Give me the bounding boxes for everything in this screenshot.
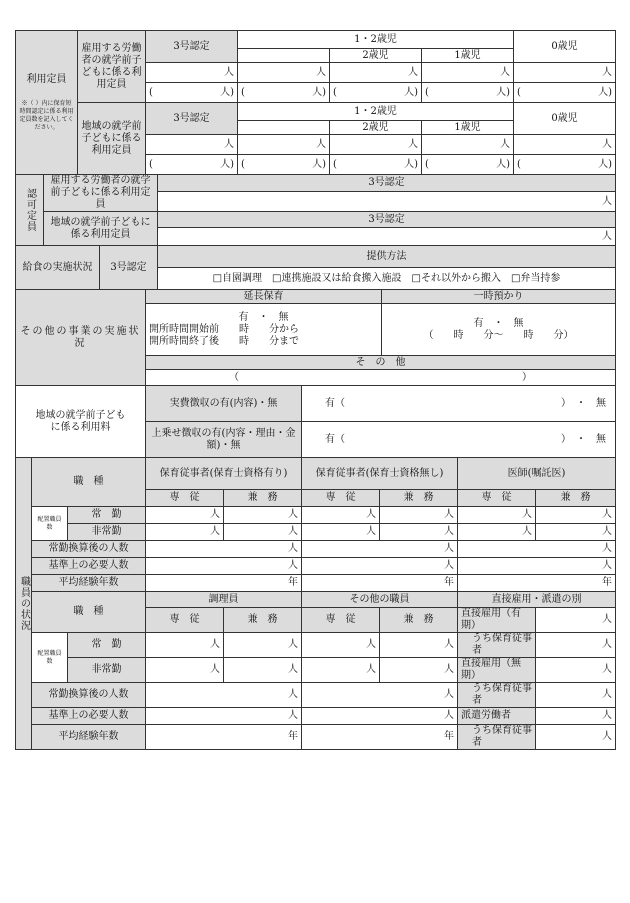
riyou-cell[interactable]: 人 (514, 63, 616, 83)
riyou-teiin-table (15, 30, 616, 175)
riyou-cell[interactable]: 人 (146, 135, 238, 155)
riyou-title-cell (16, 31, 78, 175)
nintei-3go-header: 3号認定 (158, 175, 616, 192)
staff-cell[interactable]: 年 (458, 575, 616, 592)
staff-cell[interactable]: 年 (146, 575, 302, 592)
riyou-short-cell[interactable]: ( 人) (330, 155, 422, 175)
staff-cell[interactable]: 人 (380, 507, 458, 524)
riyou-cell[interactable]: 人 (238, 135, 330, 155)
kyushoku-title: 給食の実施状況 (16, 246, 100, 290)
sonota-cell[interactable]: （ ） (146, 370, 616, 386)
encho-cell[interactable]: 有 ・ 無 開所時間開始前 時 分から 開所時間終了後 時 分まで (146, 304, 382, 356)
hijokin-label: 非常勤 (68, 658, 146, 683)
shokushu-header: 職 種 (32, 592, 146, 633)
riyou-3go-header: 3号認定 (146, 31, 238, 63)
staff-cell[interactable]: 人 (146, 507, 224, 524)
kanzan-label: 常勤換算後の人数 (32, 541, 146, 558)
riyou-12-header: 1・2歳児 (238, 31, 514, 49)
riyou-short-cell[interactable]: ( 人) (238, 83, 330, 103)
senju-header: 専 従 (146, 490, 224, 507)
riyou-1-header: 1歳児 (422, 121, 514, 135)
kyushoku-options[interactable]: □自園調理 □連携施設又は給食搬入施設 □それ以外から搬入 □弁当持参 (158, 268, 616, 290)
kenmu-header: 兼 務 (380, 490, 458, 507)
staff-cell[interactable]: 人 (458, 541, 616, 558)
yuki-label: 直接雇用（有期） (458, 608, 536, 633)
staff-cell[interactable]: 人 (224, 658, 302, 683)
staff-cell[interactable]: 人 (302, 633, 380, 658)
sonota-staff-header: その他の職員 (302, 592, 458, 608)
staff-table (15, 457, 616, 750)
ichiji-header: 一時預かり (382, 290, 616, 304)
staff-cell[interactable]: 人 (302, 683, 458, 708)
staff-cell[interactable]: 人 (302, 541, 458, 558)
keiken-label: 平均経験年数 (32, 575, 146, 592)
ishi-header: 医師(嘱託医) (458, 458, 616, 490)
kanzan-label: 常勤換算後の人数 (32, 683, 146, 708)
staff-cell[interactable]: 人 (146, 708, 302, 725)
staff-cell[interactable]: 人 (380, 658, 458, 683)
chori-header: 調理員 (146, 592, 302, 608)
riyou-3go-header: 3号認定 (146, 103, 238, 135)
kenmu-header: 兼 務 (224, 490, 302, 507)
staff-cell[interactable]: 人 (146, 541, 302, 558)
kyushoku-table (15, 245, 616, 290)
nintei-row2-label: 地域の就学前子どもに係る利用定員 (44, 212, 158, 246)
riyou-cell[interactable]: 人 (422, 135, 514, 155)
kyushoku-method-header: 提供方法 (158, 246, 616, 268)
staff-cell[interactable]: 人 (536, 524, 616, 541)
keiken-label: 平均経験年数 (32, 725, 146, 750)
staff-cell[interactable]: 人 (536, 658, 616, 683)
jokin-label: 常 勤 (68, 633, 146, 658)
uchi-label: うち保育従事者 (458, 725, 536, 750)
staff-cell[interactable]: 人 (302, 558, 458, 575)
staff-cell[interactable]: 人 (536, 683, 616, 708)
riyou-short-cell[interactable]: ( 人) (514, 83, 616, 103)
riyou-short-cell[interactable]: ( 人) (146, 83, 238, 103)
kyushoku-3go: 3号認定 (100, 246, 158, 290)
riyou-0-header: 0歳児 (514, 31, 616, 63)
senju-header: 専 従 (146, 608, 224, 633)
nintei-cell[interactable]: 人 (158, 192, 616, 212)
chokusetsu-header: 直接雇用・派遣の別 (458, 592, 616, 608)
riyou-short-cell[interactable]: ( 人) (146, 155, 238, 175)
riyou-short-cell[interactable]: ( 人) (330, 83, 422, 103)
staff-cell[interactable]: 人 (146, 558, 302, 575)
staff-cell[interactable]: 人 (302, 507, 380, 524)
fee-table (15, 385, 616, 458)
shokushu-header: 職 種 (32, 458, 146, 507)
riyou-title: 利用定員 (26, 73, 67, 85)
riyou-short-cell[interactable]: ( 人) (514, 155, 616, 175)
staff-cell[interactable]: 人 (302, 708, 458, 725)
senju-header: 専 従 (302, 608, 380, 633)
haichi-label: 配置職員数 (32, 633, 68, 683)
riyou-row2-label: 地域の就学前子どもに係る利用定員 (78, 103, 146, 175)
kenmu-header: 兼 務 (380, 608, 458, 633)
staff-cell[interactable]: 人 (146, 633, 224, 658)
nintei-row1-label: 雇用する労働者の就学前子どもに係る利用定員 (44, 175, 158, 212)
staff-cell[interactable]: 年 (146, 725, 302, 750)
kijun-label: 基準上の必要人数 (32, 558, 146, 575)
nintei-3go-header: 3号認定 (158, 212, 616, 228)
riyou-cell[interactable]: 人 (422, 63, 514, 83)
staff-cell[interactable]: 人 (536, 725, 616, 750)
riyou-short-cell[interactable]: ( 人) (422, 83, 514, 103)
staff-cell[interactable]: 年 (302, 575, 458, 592)
jippi-cell[interactable]: 有（ ） ・ 無 (302, 386, 616, 422)
staff-cell[interactable]: 人 (536, 708, 616, 725)
other-title: その他の事業の実施状況 (16, 290, 146, 386)
staff-cell[interactable]: 人 (380, 633, 458, 658)
riyou-cell[interactable]: 人 (330, 135, 422, 155)
uchi-label: うち保育従事者 (458, 633, 536, 658)
riyou-short-cell[interactable]: ( 人) (422, 155, 514, 175)
senju-header: 専 従 (458, 490, 536, 507)
other-jigyo-table (15, 289, 616, 386)
uwanose-label: 上乗せ徴収の有(内容・理由・金額)・無 (146, 422, 302, 458)
staff-cell[interactable]: 人 (458, 507, 536, 524)
riyou-cell[interactable]: 人 (330, 63, 422, 83)
staff-title: 職員の状況 (16, 458, 32, 750)
senju-header: 専 従 (302, 490, 380, 507)
uchi-label: うち保育従事者 (458, 683, 536, 708)
uwanose-cell[interactable]: 有（ ） ・ 無 (302, 422, 616, 458)
nintei-title: 認可定員 (16, 175, 44, 246)
staff-cell[interactable]: 人 (224, 524, 302, 541)
staff-cell[interactable]: 年 (302, 725, 458, 750)
staff-cell[interactable]: 人 (536, 633, 616, 658)
staff-cell[interactable]: 人 (302, 658, 380, 683)
staff-cell[interactable]: 人 (536, 507, 616, 524)
sonota-header: そ の 他 (146, 356, 616, 370)
riyou-1-header: 1歳児 (422, 49, 514, 63)
kenmu-header: 兼 務 (536, 490, 616, 507)
nintei-cell[interactable]: 人 (158, 228, 616, 246)
haken-label: 派遣労働者 (458, 708, 536, 725)
staff-cell[interactable]: 人 (458, 524, 536, 541)
riyou-short-cell[interactable]: ( 人) (238, 155, 330, 175)
fee-title: 地域の就学前子どもに係る利用料 (16, 386, 146, 458)
nintei-teiin-table (15, 174, 616, 246)
staff-cell[interactable]: 人 (380, 524, 458, 541)
haichi-label: 配置職員数 (32, 507, 68, 541)
muki-label: 直接雇用（無期） (458, 658, 536, 683)
hoiku2-header: 保育従事者(保育士資格無し) (302, 458, 458, 490)
staff-cell[interactable]: 人 (224, 633, 302, 658)
hijokin-label: 非常勤 (68, 524, 146, 541)
riyou-0-header: 0歳児 (514, 103, 616, 135)
riyou-12-header: 1・2歳児 (238, 103, 514, 121)
staff-cell[interactable]: 人 (146, 683, 302, 708)
hoiku1-header: 保育従事者(保育士資格有り) (146, 458, 302, 490)
staff-cell[interactable]: 人 (536, 608, 616, 633)
jippi-label: 実費徴収の有(内容)・無 (146, 386, 302, 422)
application-form (15, 30, 615, 750)
riyou-note: ※（ ）内に保育短時間認定に係る利用定員数を記入してください。 (19, 99, 74, 131)
kijun-label: 基準上の必要人数 (32, 708, 146, 725)
riyou-cell[interactable]: 人 (514, 135, 616, 155)
riyou-row1-label: 雇用する労働者の就学前子どもに係る利用定員 (78, 31, 146, 103)
encho-header: 延長保育 (146, 290, 382, 304)
riyou-cell[interactable]: 人 (146, 63, 238, 83)
riyou-2-header: 2歳児 (330, 121, 422, 135)
staff-cell[interactable]: 人 (146, 524, 224, 541)
riyou-cell[interactable]: 人 (238, 63, 330, 83)
jokin-label: 常 勤 (68, 507, 146, 524)
riyou-2-header: 2歳児 (330, 49, 422, 63)
staff-cell[interactable]: 人 (146, 658, 224, 683)
staff-cell[interactable]: 人 (302, 524, 380, 541)
ichiji-cell[interactable]: 有 ・ 無 （ 時 分〜 時 分） (382, 304, 616, 356)
staff-cell[interactable]: 人 (224, 507, 302, 524)
kenmu-header: 兼 務 (224, 608, 302, 633)
staff-cell[interactable]: 人 (458, 558, 616, 575)
